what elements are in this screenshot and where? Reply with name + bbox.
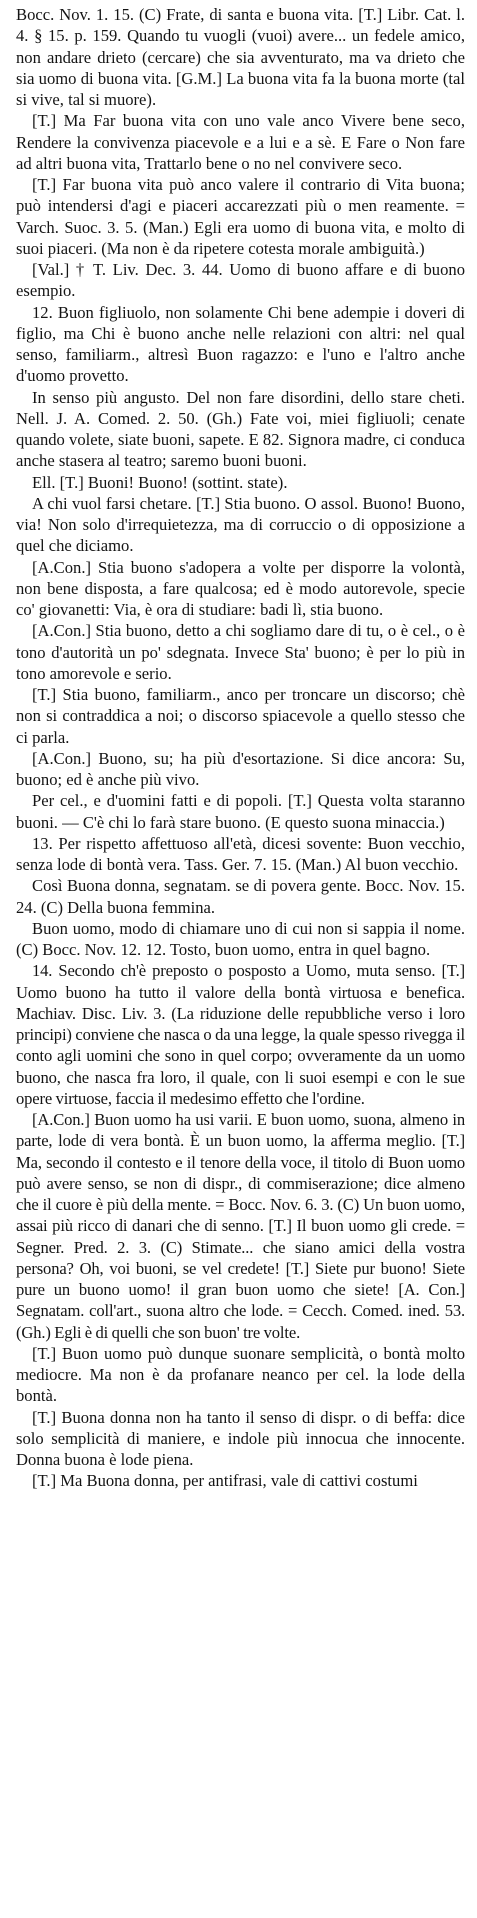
- entry-paragraph: 12. Buon figliuolo, non solamente Chi bene adempie i doveri di figlio, ma Chi è buono anche nelle relazioni con altri: nel qual senso, familiarm., altresì Buon ragazzo: e l'uno e l'altro anche d'uomo provetto.: [16, 302, 465, 386]
- entry-paragraph: [A.Con.] Stia buono, detto a chi sogliamo dare di tu, o è cel., o è tono d'autorità un po' sdegnata. Invece Sta' buono; è per lo più in tono amorevole e serio.: [16, 621, 465, 683]
- entry-paragraph: A chi vuol farsi chetare. [T.] Stia buono. O assol. Buono! Buono, via! Non solo d'irrequietezza, ma di corruccio o di opposizione a quel che diciamo.: [16, 493, 465, 556]
- entry-paragraph: [T.] Buona donna non ha tanto il senso di dispr. o di beffa: dice solo semplicità di maniere, e indole più innocua che innocente. Donna buona è lode piena.: [16, 1407, 465, 1469]
- entry-paragraph: [A.Con.] Buono, su; ha più d'esortazione. Si dice ancora: Su, buono; ed è anche più vivo.: [16, 748, 465, 789]
- entry-paragraph: In senso più angusto. Del non fare disordini, dello stare cheti. Nell. J. A. Comed. 2. 50. (Gh.) Fate voi, miei figliuoli; cenate quando volete, siate buoni, sapete. E 82. Signora madre, ci conduca anche stasera al teatro; saremo buoni buoni.: [16, 387, 465, 471]
- entry-paragraph: 13. Per rispetto affettuoso all'età, dicesi sovente: Buon vecchio, senza lode di bontà vera. Tass. Ger. 7. 15. (Man.) Al buon vecchio.: [16, 833, 465, 874]
- entry-paragraph: 14. Secondo ch'è preposto o posposto a Uomo, muta senso. [T.] Uomo buono ha tutto il valore della bontà virtuosa e benefica. Machiav. Disc. Liv. 3. (La riduzione delle repubbliche verso i loro principi) conviene che nasca o da una legge, la quale spesso rivegga il conto agli uomini che sono in quel corpo; ovveramente da un uomo buono, che nasca fra loro, il quale, con li suoi esempi e con le sue opere virtuose, faccia il medesimo effetto che l'ordine.: [16, 961, 465, 1108]
- entry-paragraph: Bocc. Nov. 1. 15. (C) Frate, di santa e buona vita. [T.] Libr. Cat. l. 4. § 15. p. 159. Quando tu vuogli (vuoi) avere... un fedele amico, non andare drieto (cercare) che sia avventurato, ma va drieto che sia uomo di buona vita. [G.M.] La buona vita fa la buona morte (tal si vive, tal si muore).: [16, 5, 465, 109]
- entry-paragraph: [T.] Ma Far buona vita con uno vale anco Vivere bene seco, Rendere la convivenza piacevole e a lui e a sè. E Fare o Non fare ad altri buona vita, Trattarlo bene o no nel convivere seco.: [16, 111, 465, 173]
- entry-paragraph: [A.Con.] Buon uomo ha usi varii. E buon uomo, suona, almeno in parte, lode di vera bontà. È un buon uomo, la afferma meglio. [T.] Ma, secondo il contesto e il tenore della voce, il titolo di Buon uomo può avere senso, se non di dispr., di commiserazione; dice almeno che il cuore è più della mente. = Bocc. Nov. 6. 3. (C) Un buon uomo, assai più ricco di danari che di senno. [T.] Il buon uomo gli crede. = Segner. Pred. 2. 3. (C) Stimate... che siano amici della vostra persona? Oh, voi buoni, se vel credete! [T.] Siete pur buono! Siete pure un buono uomo! il gran buon uomo che siete! [A. Con.] Segnatam. coll'art., suona altro che lode. = Cecch. Comed. ined. 53. (Gh.) Egli è di quelli che son buon' tre volte.: [16, 1110, 465, 1342]
- entry-paragraph: [T.] Far buona vita può anco valere il contrario di Vita buona; può intendersi d'agi e piaceri accarezzati più o men reamente. = Varch. Suoc. 3. 5. (Man.) Egli era uomo di buona vita, e molto di suoi piaceri. (Ma non è da ripetere cotesta morale ambiguità.): [16, 175, 465, 258]
- entry-paragraph: [Val.] † T. Liv. Dec. 3. 44. Uomo di buono affare e di buono esempio.: [16, 260, 465, 301]
- entry-paragraph: [A.Con.] Stia buono s'adopera a volte per disporre la volontà, non bene disposta, a fare qualcosa; ed è modo autorevole, specie co' giovanetti: Via, è ora di studiare: badi lì, stia buono.: [16, 557, 465, 619]
- entry-paragraph: [T.] Ma Buona donna, per antifrasi, vale di cattivi costumi: [32, 1471, 418, 1491]
- entry-paragraph: Per cel., e d'uomini fatti e di popoli. [T.] Questa volta staranno buoni. — C'è chi lo farà stare buono. (E questo suona minaccia.): [16, 791, 465, 832]
- entry-paragraph: Così Buona donna, segnatam. se di povera gente. Bocc. Nov. 15. 24. (C) Della buona femmina.: [16, 876, 465, 917]
- entry-paragraph: Buon uomo, modo di chiamare uno di cui non si sappia il nome. (C) Bocc. Nov. 12. 12. Tosto, buon uomo, entra in quel bagno.: [16, 918, 465, 959]
- entry-paragraph: [T.] Buon uomo può dunque suonare semplicità, o bontà molto mediocre. Ma non è da profanare neanco per cel. la lode della bontà.: [16, 1343, 465, 1406]
- entry-paragraph: [T.] Stia buono, familiarm., anco per troncare un discorso; chè non si contraddica a noi; o discorso spiacevole a quello stesso che ci parla.: [16, 685, 465, 747]
- entry-paragraph: Ell. [T.] Buoni! Buono! (sottint. state).: [32, 472, 288, 492]
